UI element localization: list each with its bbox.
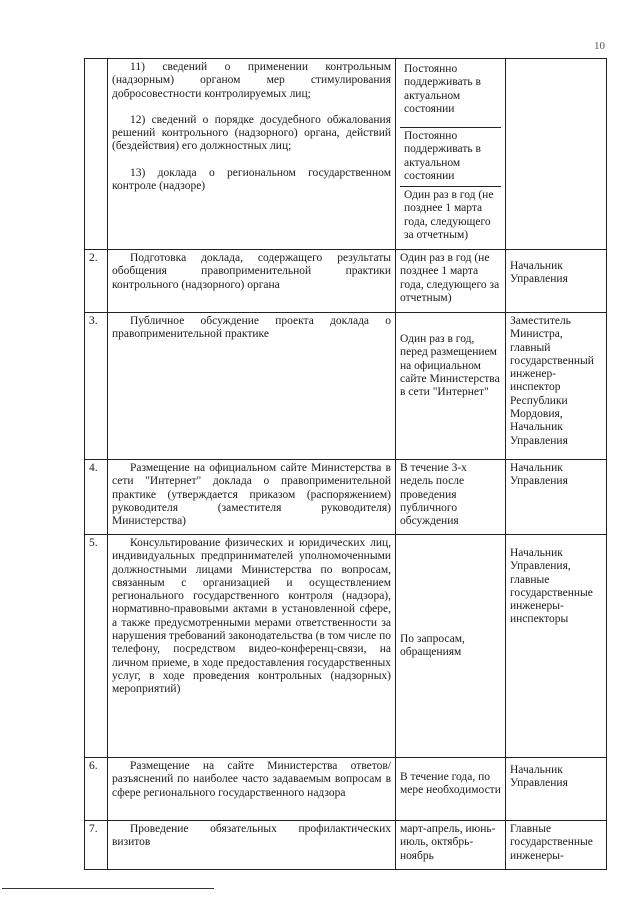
row-number: 7. <box>85 821 108 870</box>
row-responsible <box>506 535 607 758</box>
term-cell: Постоянно поддерживать в актуальном состоянии <box>400 128 501 187</box>
row-description <box>108 758 396 821</box>
row-number <box>85 59 108 250</box>
row-description <box>108 821 396 870</box>
row-term: март-апрель, июнь-июль, октябрь-ноябрь <box>396 821 506 870</box>
row-number: 3. <box>85 313 108 460</box>
row-number: 6. <box>85 758 108 821</box>
row-responsible-text: Начальник Управления <box>510 260 568 286</box>
row-responsible: Начальник Управления <box>506 460 607 535</box>
row-description-text: Консультирование физических и юридических лиц, индивидуальных предпринимателей уполномоченными должностными лицами Министерства по вопросам, связанным с организацией и осуществлением регионального государственного контроля (надзора), нормативно-правовыми актами в установленной сфере, а также предусмотренными мерами ответственности за нарушения требований законодательства (в том числе по телефону, посредством видео-конференц-связи, на личном приеме, в ходе предоставления государственных услуг, в ходе проведения контрольных (надзорных) мероприятий) <box>112 537 391 696</box>
table-row <box>85 313 607 460</box>
term-cell: Постоянно поддерживать в актуальном состоянии <box>400 61 501 128</box>
footer-divider <box>2 888 214 889</box>
row-responsible <box>506 59 607 250</box>
row-term-text: Один раз в год, перед размещением на официальном сайте Министерства в сети "Интернет" <box>400 333 500 399</box>
row-term-text: По запросам, обращениям <box>400 632 465 658</box>
table-row <box>85 821 607 870</box>
row-number: 2. <box>85 250 108 313</box>
row-description <box>108 535 396 758</box>
table-row <box>85 535 607 758</box>
row-responsible <box>506 250 607 313</box>
row-responsible <box>506 758 607 821</box>
row-description-text: Размещение на сайте Министерства ответов/разъяснений по наиболее часто задаваемым вопросам в сфере регионального государственного надзора <box>112 760 391 799</box>
row-term: В течение 3-х недель после проведения публичного обсуждения <box>396 460 506 535</box>
row-term <box>396 758 506 821</box>
list-item: 13) доклада о региональном государственном контроле (надзоре) <box>112 166 391 193</box>
row-description-text: Размещение на официальном сайте Министерства в сети "Интернет" доклада о правоприменительной практике (утверждается приказом (распоряжением) руководителя (заместителя руководителя) Министерства) <box>112 462 391 528</box>
row-description-text: Проведение обязательных профилактических визитов <box>112 823 391 849</box>
row-responsible-text: Начальник Управления <box>510 764 568 790</box>
row-term <box>396 535 506 758</box>
table-row <box>85 250 607 313</box>
row-responsible: Главные государственные инженеры- <box>506 821 607 870</box>
list-item: 12) сведений о порядке досудебного обжалования решений контрольного (надзорного) органа, действий (бездействия) его должностных лиц; <box>112 113 391 153</box>
table-row <box>85 59 607 250</box>
row-term <box>396 313 506 460</box>
row-number: 4. <box>85 460 108 535</box>
row-term: Один раз в год (не позднее 1 марта года, следующего за отчетным) <box>396 250 506 313</box>
term-cell: Один раз в год (не позднее 1 марта года, следующего за отчетным) <box>404 189 494 241</box>
list-item: 11) сведений о применении контрольным (надзорным) органом мер стимулирования добросовестности контролируемых лиц; <box>112 61 391 100</box>
row-number: 5. <box>85 535 108 758</box>
row-responsible-text: Начальник Управления, главные государственные инженеры-инспекторы <box>510 547 593 626</box>
row-description <box>108 460 396 535</box>
table-row <box>85 758 607 821</box>
row-description <box>108 250 396 313</box>
page-number: 10 <box>594 40 605 52</box>
row-description-text: Подготовка доклада, содержащего результаты обобщения правоприменительной практики контрольного (надзорного) органа <box>112 252 391 291</box>
row-term-text: В течение года, по мере необходимости <box>400 771 501 797</box>
row-responsible: Заместитель Министра, главный государственный инженер-инспектор Республики Мордовия, Начальник Управления <box>506 313 607 460</box>
row-description <box>108 59 396 250</box>
plan-table <box>84 58 607 870</box>
table-row <box>85 460 607 535</box>
row-description <box>108 313 396 460</box>
row-term <box>396 59 506 250</box>
row-description-text: Публичное обсуждение проекта доклада о правоприменительной практике <box>112 315 391 341</box>
